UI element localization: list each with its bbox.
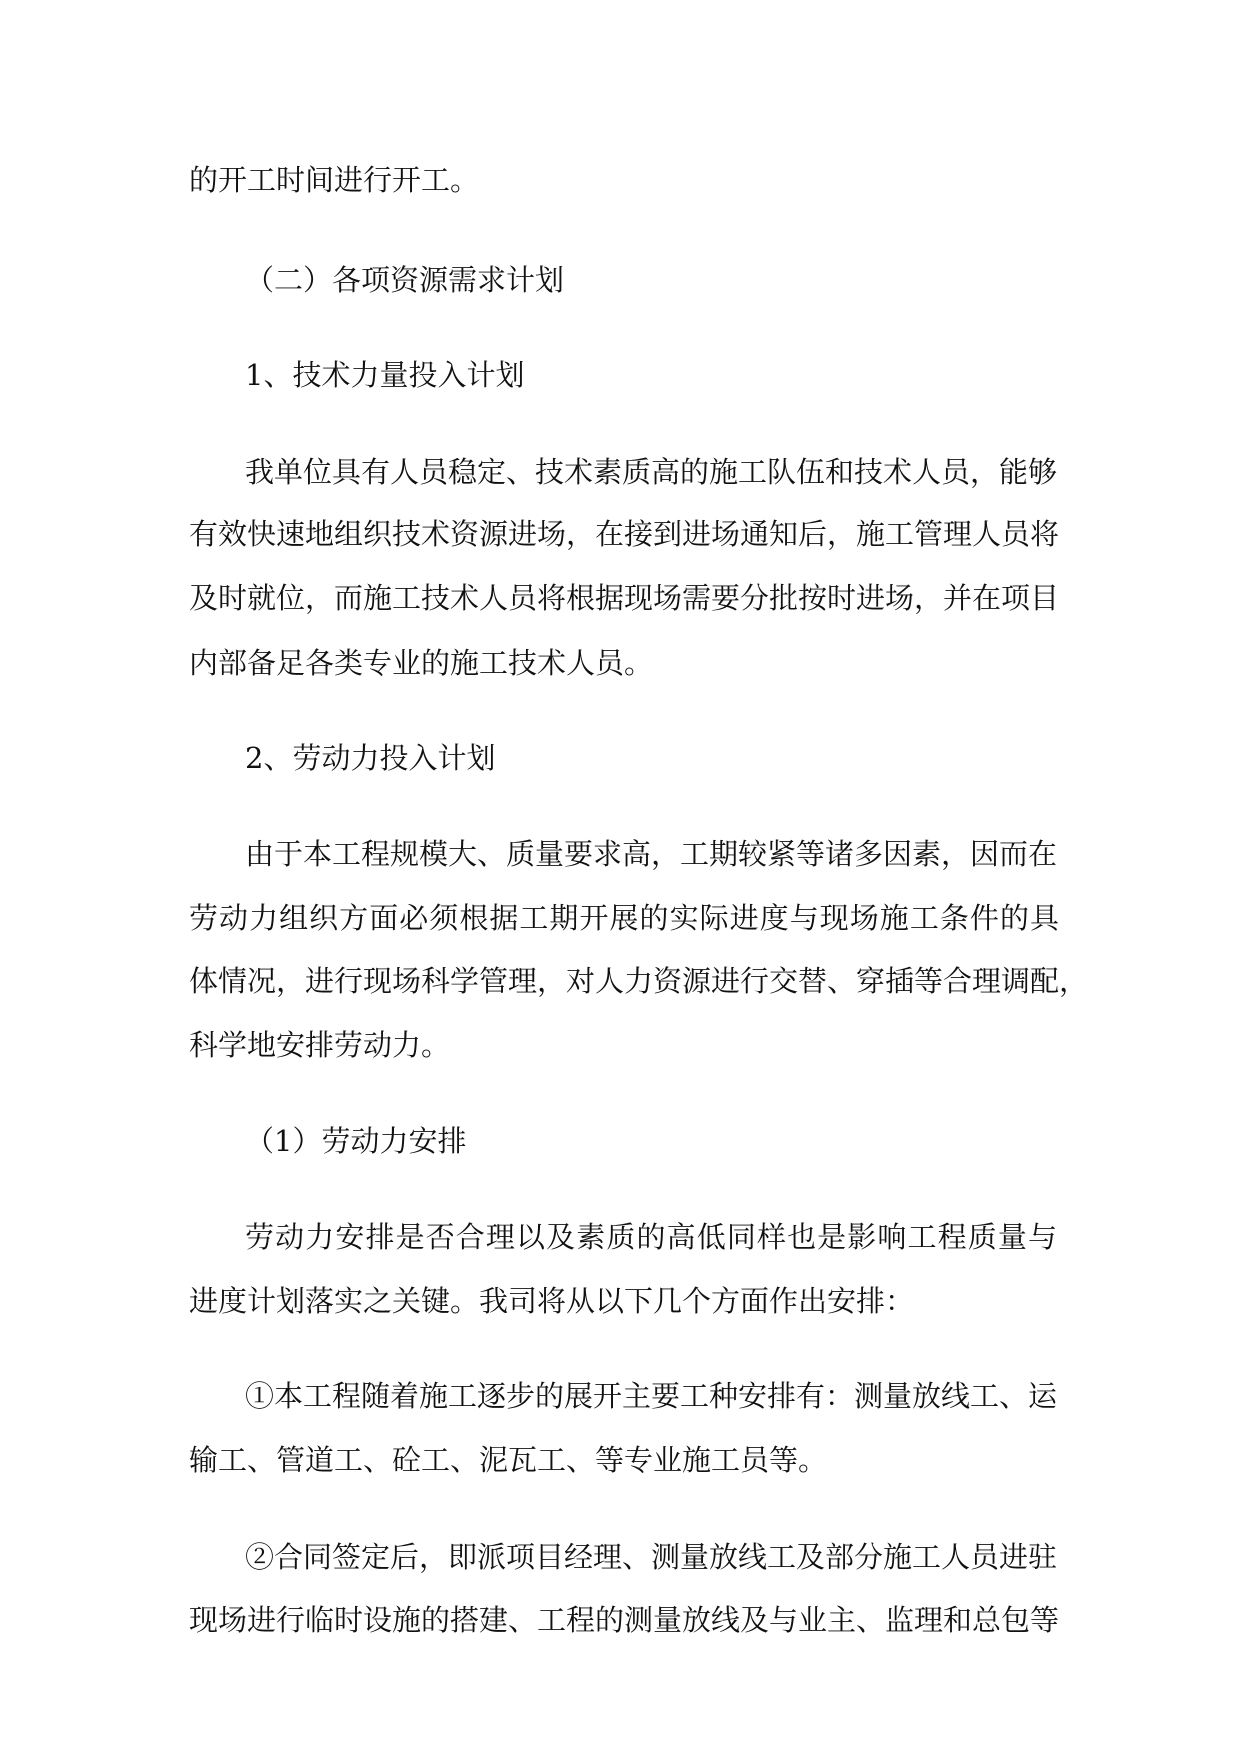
paragraph-line: 由于本工程规模大、质量要求高，工期较紧等诸多因素，因而在: [245, 837, 1058, 871]
subheading-labor-arrangement: （1）劳动力安排: [245, 1124, 467, 1158]
paragraph-line: 内部备足各类专业的施工技术人员。: [189, 646, 654, 680]
paragraph-line: 我单位具有人员稳定、技术素质高的施工队伍和技术人员，能够: [245, 455, 1058, 489]
paragraph-line: 体情况，进行现场科学管理，对人力资源进行交替、穿插等合理调配，: [189, 964, 1089, 998]
list-item-line: 现场进行临时设施的搭建、工程的测量放线及与业主、监理和总包等: [189, 1603, 1060, 1637]
paragraph-line: 劳动力安排是否合理以及素质的高低同样也是影响工程质量与: [245, 1220, 1057, 1254]
paragraph-line: 科学地安排劳动力。: [189, 1028, 451, 1062]
list-item-line: 输工、管道工、砼工、泥瓦工、等专业施工员等。: [189, 1443, 828, 1477]
paragraph-line: 劳动力组织方面必须根据工期开展的实际进度与现场施工条件的具: [189, 901, 1059, 935]
paragraph-line: 及时就位，而施工技术人员将根据现场需要分批按时进场，并在项目: [189, 581, 1060, 615]
subheading-labor-plan: 2、劳动力投入计划: [245, 741, 496, 775]
paragraph-line: 进度计划落实之关键。我司将从以下几个方面作出安排：: [189, 1284, 915, 1318]
list-item-line: ②合同签定后，即派项目经理、测量放线工及部分施工人员进驻: [245, 1540, 1058, 1574]
section-heading-resource-plan: （二）各项资源需求计划: [245, 263, 565, 297]
subheading-technical-force-plan: 1、技术力量投入计划: [245, 358, 525, 392]
paragraph-line: 有效快速地组织技术资源进场，在接到进场通知后，施工管理人员将: [189, 517, 1060, 551]
list-item-line: ①本工程随着施工逐步的展开主要工种安排有：测量放线工、运: [245, 1379, 1058, 1413]
text-line-continuation: 的开工时间进行开工。: [189, 163, 480, 197]
